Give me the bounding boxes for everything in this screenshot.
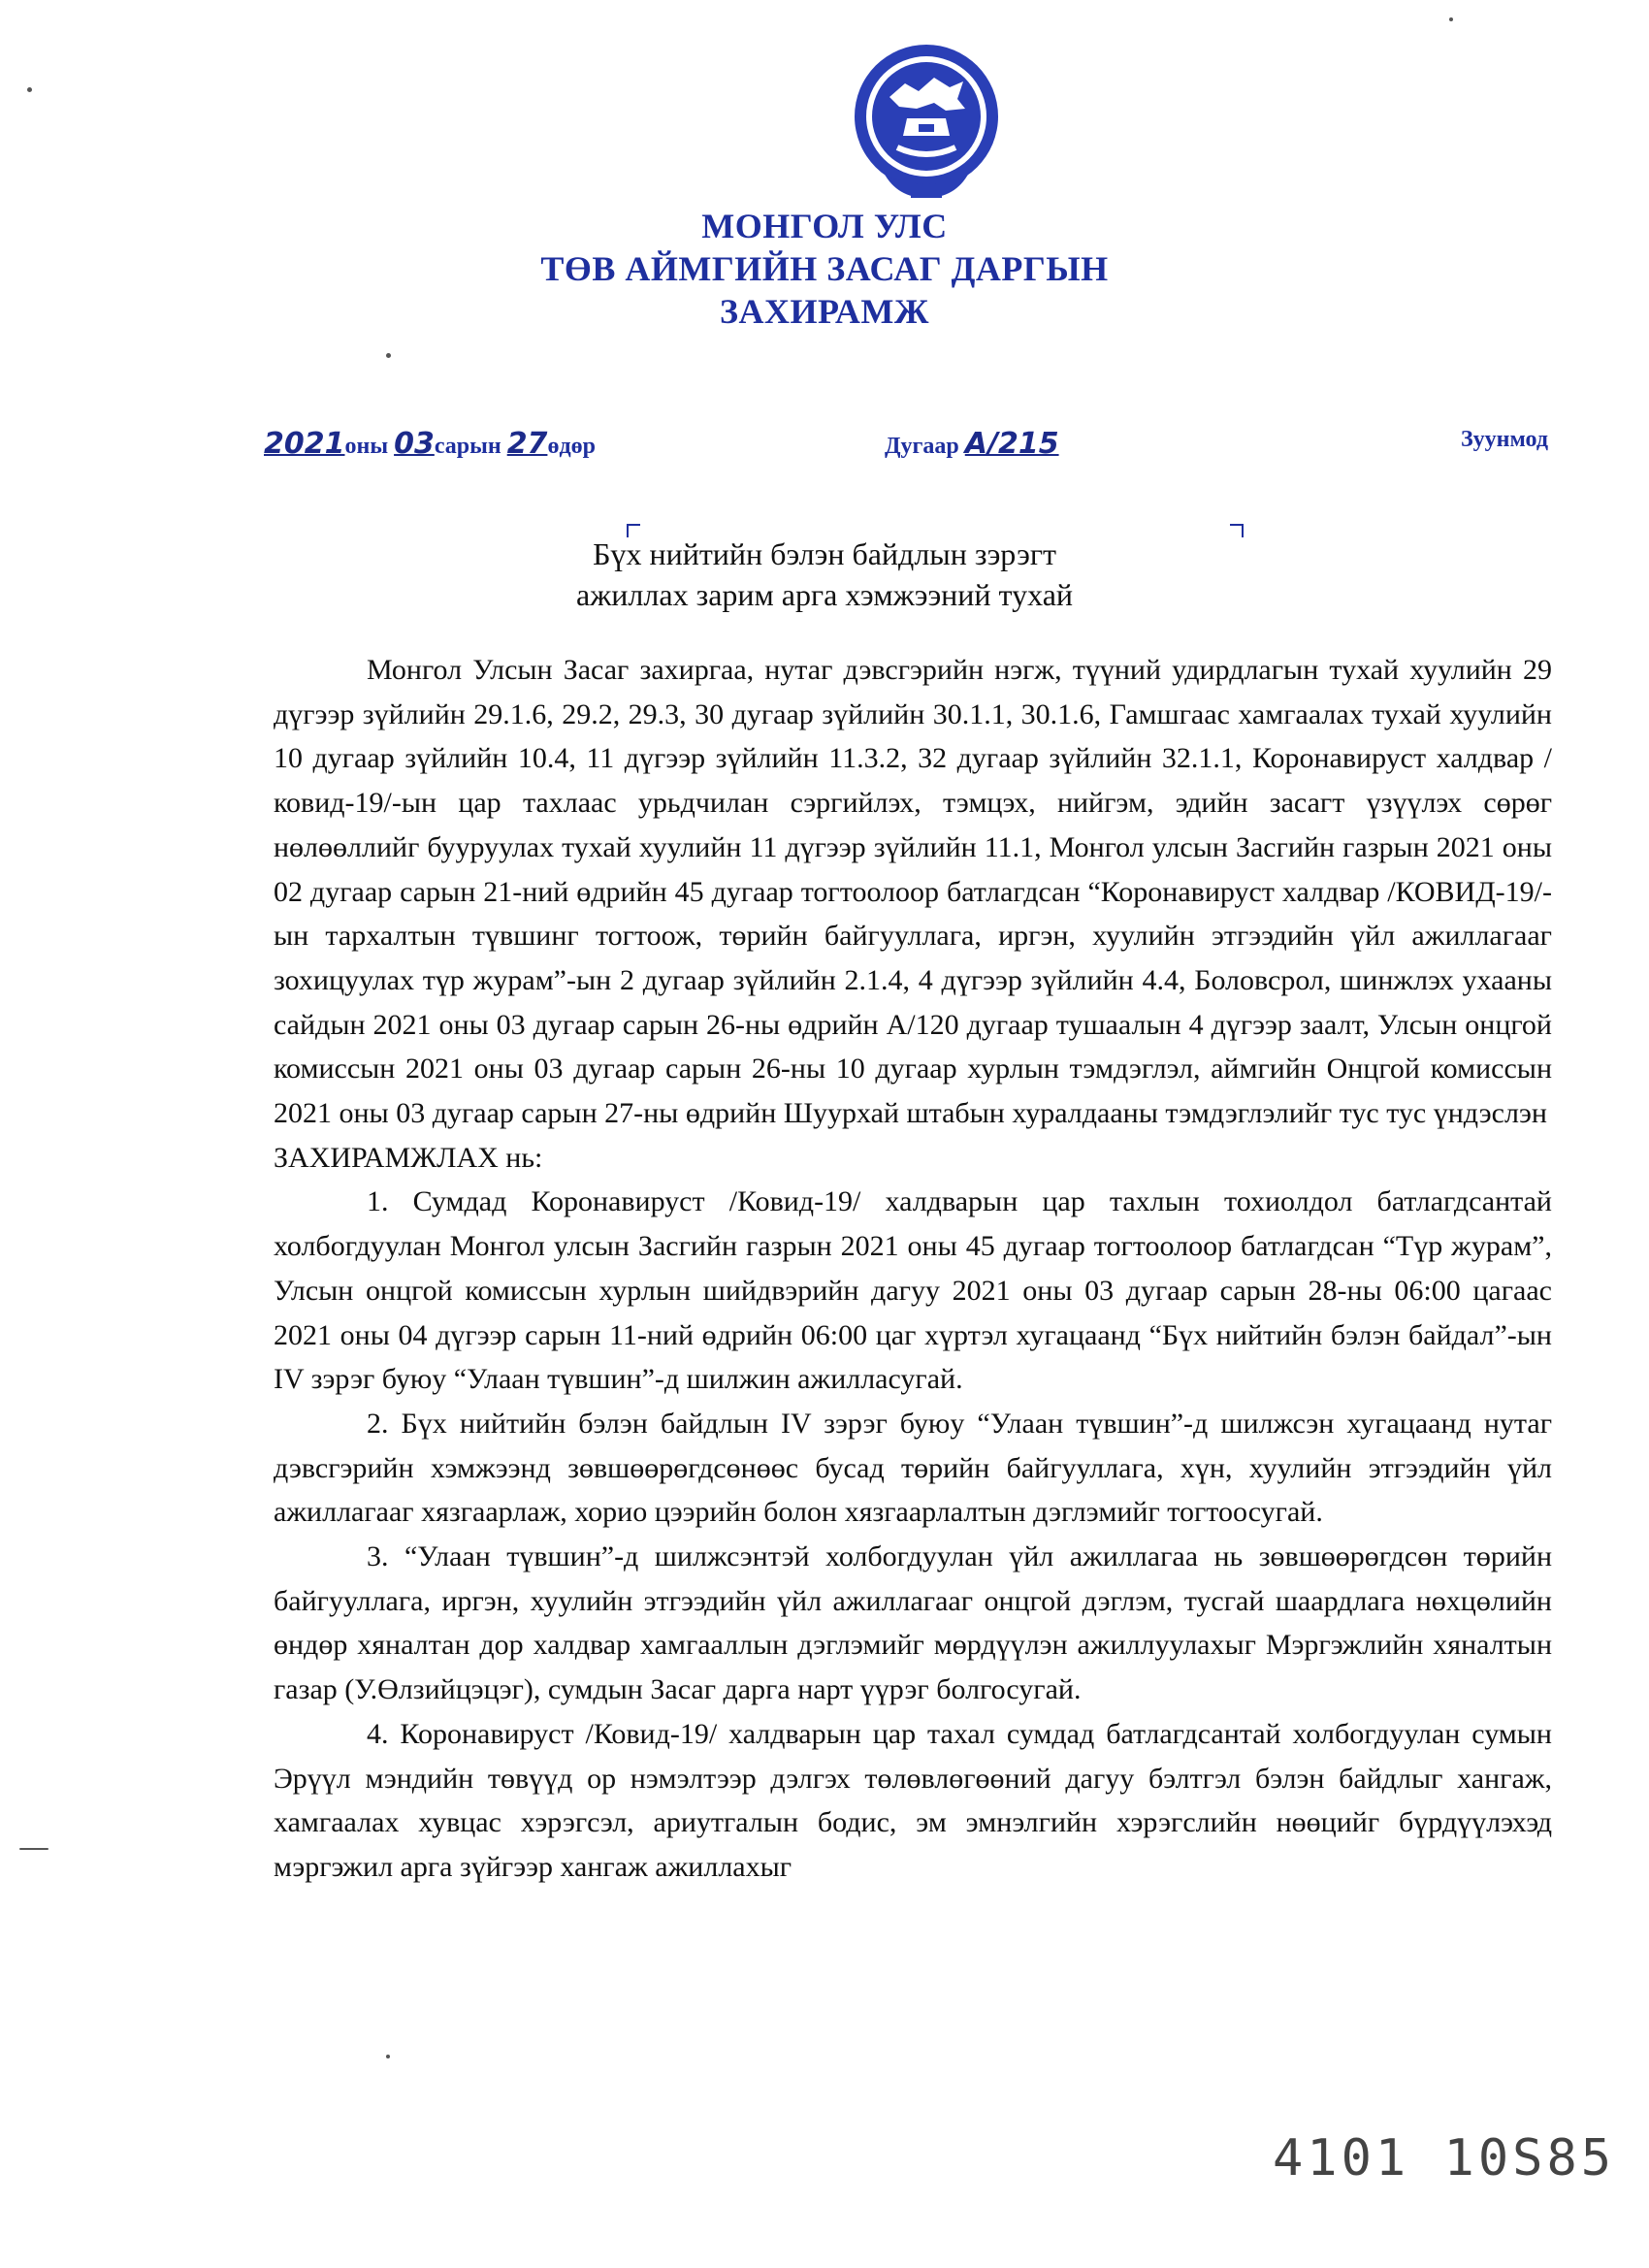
scan-speck [386, 353, 391, 358]
header-doc-type: ЗАХИРАМЖ [720, 292, 929, 331]
header-country: МОНГОЛ УЛС [701, 207, 948, 245]
date-month: 03 [394, 427, 435, 461]
scan-speck [1449, 17, 1453, 21]
scan-speck [386, 2055, 390, 2058]
title-line-2: ажиллах зарим арга хэмжээний тухай [575, 577, 1074, 612]
date-day: 27 [506, 427, 548, 461]
directive-item-3: 3. “Улаан түвшин”-д шилжсэнтэй холбогдуулан үйл ажиллагаа нь зөвшөөрөгдсөн төрийн байгууллага, иргэн, хуулийн этгээдийн үйл ажиллагааг онцгой дэглэм, тусгай шаардлага нөхцөлийн өндөр хяналтан дор халдвар хамгааллын дэглэмийг мөрдүүлэн ажиллуулахыг Мэргэжлийн хяналтын газар (У.Өлзийцэцэг), сумдын Засаг дарга нарт үүрэг болгосугай. [274, 1540, 1552, 1706]
serial-number: 4101 10S85 [1273, 2129, 1616, 2187]
document-number [885, 427, 1059, 461]
directive-item-1: 1. Сумдад Коронавируст /Ковид-19/ халдварын цар тахлын тохиолдол батлагдсантай холбогдуулан Монгол улсын Засгийн газрын 2021 оны 45 дугаар тогтоолоор батлагдсан “Түр журам”, Улсын онцгой комиссын хурлын шийдвэрийн дагуу 2021 оны 03 дугаар сарын 28-ны 06:00 цагаас 2021 оны 04 дүгээр сарын 11-ний өдрийн 06:00 цаг хүртэл хугацаанд “Бүх нийтийн бэлэн байдал”-ын IV зэрэг буюу “Улаан түвшин”-д шилжин ажилласугай. [274, 1185, 1552, 1396]
directive-item-2: 2. Бүх нийтийн бэлэн байдлын IV зэрэг буюу “Улаан түвшин”-д шилжсэн хугацаанд нутаг дэвсгэрийн хэмжээнд зөвшөөрөгдсөнөөс бусад төрийн байгууллага, хүн, хуулийн этгээдийн үйл ажиллагааг хязгаарлаж, хорио цээрийн болон хязгаарлалтын дэглэмийг тогтоосугай. [274, 1407, 1552, 1529]
date-year-suffix: оны [344, 434, 389, 459]
directive-heading: ЗАХИРАМЖЛАХ нь: [274, 1141, 543, 1174]
document-place: Зуунмод [1461, 427, 1548, 452]
number-label: Дугаар [885, 434, 959, 459]
preamble-paragraph: Монгол Улсын Засаг захиргаа, нутаг дэвсгэрийн нэгж, түүний удирдлагын тухай хуулийн 29 дүгээр зүйлийн 29.1.6, 29.2, 29.3, 30 дугаар зүйлийн 30.1.1, 30.1.6, Гамшгаас хамгаалах тухай хуулийн 10 дугаар зүйлийн 10.4, 11 дүгээр зүйлийн 11.3.2, 32 дугаар зүйлийн 32.1.1, Коронавируст халдвар /ковид-19/-ын цар тахлаас урьдчилан сэргийлэх, тэмцэх, нийгэм, эдийн засагт үзүүлэх сөрөг нөлөөллийг бууруулах тухай хуулийн 11 дүгээр зүйлийн 11.1, Монгол улсын Засгийн газрын 2021 оны 02 дугаар сарын 21-ний өдрийн 45 дугаар тогтоолоор батлагдсан “Коронавируст халдвар /КОВИД-19/-ын тархалтын түвшинг тогтоож, төрийн байгууллага, иргэн, хуулийн этгээдийн үйл ажиллагааг зохицуулах түр журам”-ын 2 дугаар зүйлийн 2.1.4, 4 дүгээр зүйлийн 4.4, Боловсрол, шинжлэх ухааны сайдын 2021 оны 03 дугаар сарын 26-ны өдрийн А/120 дугаар тушаалын 4 дүгээр заалт, Улсын онцгой комиссын 2021 оны 03 дугаар сарын 26-ны 10 дугаар хурлын тэмдэглэл, аймгийн Онцгой комиссын 2021 оны 03 дугаар сарын 27-ны өдрийн Шуурхай штабын хуралдааны тэмдэглэлийг тус тус үндэслэн [274, 654, 1552, 1130]
date-year: 2021 [264, 427, 345, 461]
date-day-suffix: өдөр [547, 434, 596, 459]
document-title [0, 534, 1649, 615]
scan-speck [19, 1848, 48, 1850]
document-date [264, 427, 596, 461]
scan-speck [27, 87, 32, 92]
date-month-suffix: сарын [434, 434, 501, 459]
mongolia-state-emblem-icon [849, 39, 1004, 206]
document-body [274, 648, 1552, 1890]
title-line-1: Бүх нийтийн бэлэн байдлын зэрэгт [593, 536, 1056, 571]
number-value: А/215 [964, 427, 1059, 461]
header-authority: ТӨВ АЙМГИЙН ЗАСАГ ДАРГЫН [540, 249, 1109, 288]
directive-item-4: 4. Коронавируст /Ковид-19/ халдварын цар тахал сумдад батлагдсантай холбогдуулан сумын Эрүүл мэндийн төвүүд ор нэмэлтээр дэлгэх төлөвлөгөөний дагуу бэлтгэл бэлэн байдлыг хангаж, хамгаалах хувцас хэрэгсэл, ариутгалын бодис, эм эмнэлгийн хэрэгслийн нөөцийг бүрдүүлэхэд мэргэжил арга зүйгээр хангаж ажиллахыг [274, 1717, 1552, 1883]
